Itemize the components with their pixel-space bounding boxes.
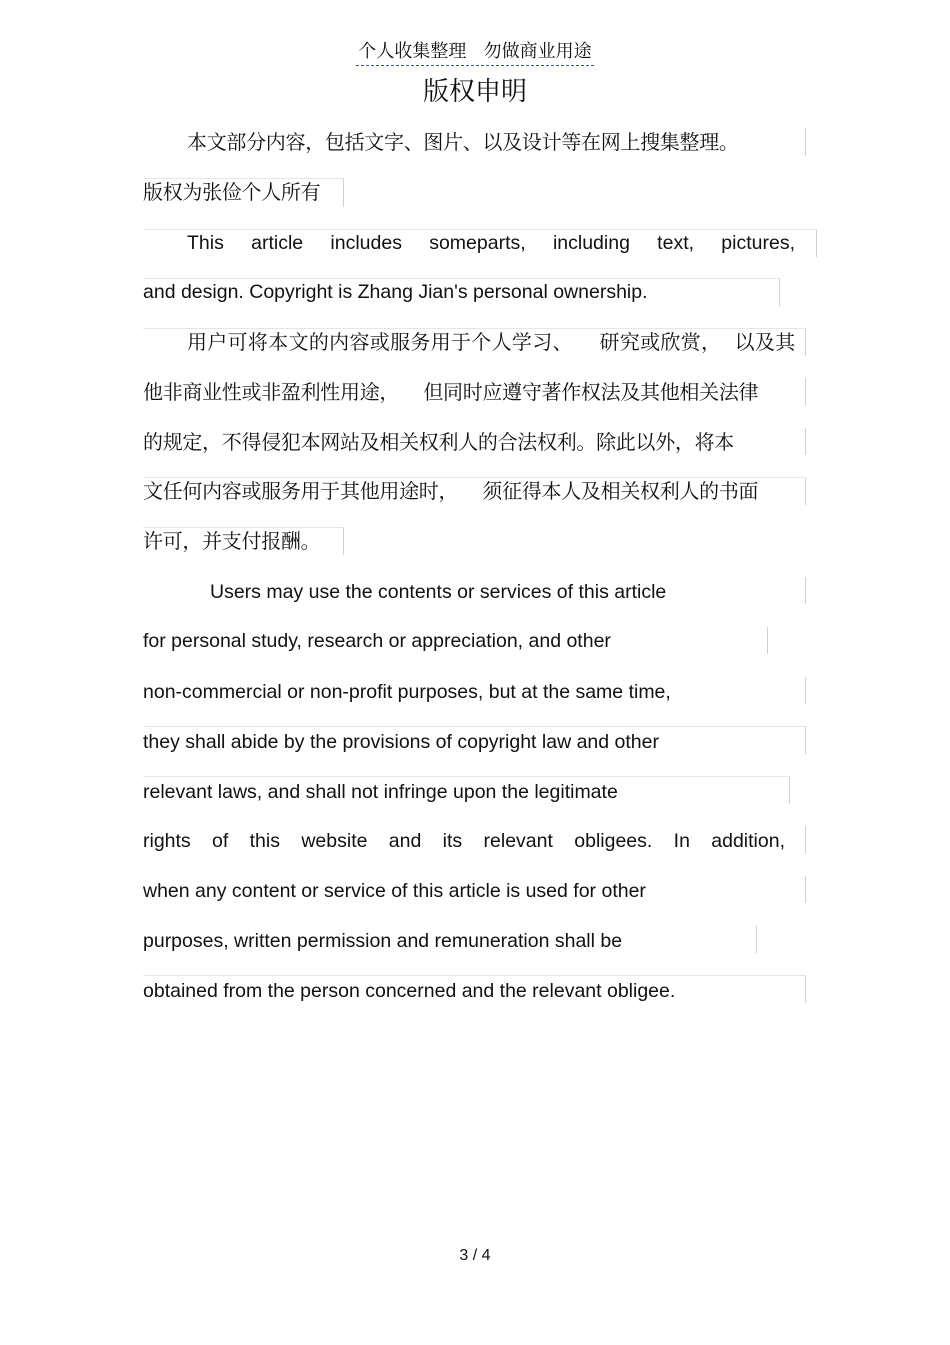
body-line-cn: 许可，并支付报酬。 (143, 529, 321, 553)
body-line-en: obtained from the person concerned and the relevant obligee. (143, 980, 676, 1002)
body-line-cn: 本文部分内容，包括文字、图片、以及设计等在网上搜集整理。 (187, 130, 739, 154)
body-line-en: rights of this website and its relevant obligees. In addition, (143, 830, 785, 852)
body-line-cn: 版权为张俭个人所有 (143, 180, 321, 204)
page-number: 3 / 4 (459, 1247, 491, 1264)
body-line-cn: 用户可将本文的内容或服务用于个人学习、 研究或欣赏， 以及其 (187, 330, 795, 354)
body-line-en: when any content or service of this article is used for other (143, 880, 646, 902)
body-line-en: This article includes someparts, including text, pictures, (187, 232, 795, 254)
body-line-cn: 文任何内容或服务用于其他用途时， 须征得本人及相关权利人的书面 (143, 479, 759, 503)
body-line-en: relevant laws, and shall not infringe upon the legitimate (143, 781, 618, 803)
body-line-cn: 他非商业性或非盈利性用途， 但同时应遵守著作权法及其他相关法律 (143, 380, 759, 404)
body-line-en: Users may use the contents or services of this article (210, 581, 667, 603)
body-line-en: they shall abide by the provisions of copyright law and other (143, 731, 659, 753)
body-line-en: and design. Copyright is Zhang Jian's personal ownership. (143, 281, 648, 303)
page-header (0, 40, 950, 66)
body-line-en: for personal study, research or appreciation, and other (143, 630, 611, 652)
body-line-en: purposes, written permission and remuneration shall be (143, 930, 623, 952)
header-text: 个人收集整理 勿做商业用途 (356, 40, 593, 66)
body-line-en: non-commercial or non-profit purposes, but at the same time, (143, 681, 671, 703)
document-title: 版权申明 (422, 77, 527, 107)
body-line-cn: 的规定，不得侵犯本网站及相关权利人的合法权利。除此以外，将本 (143, 430, 734, 454)
